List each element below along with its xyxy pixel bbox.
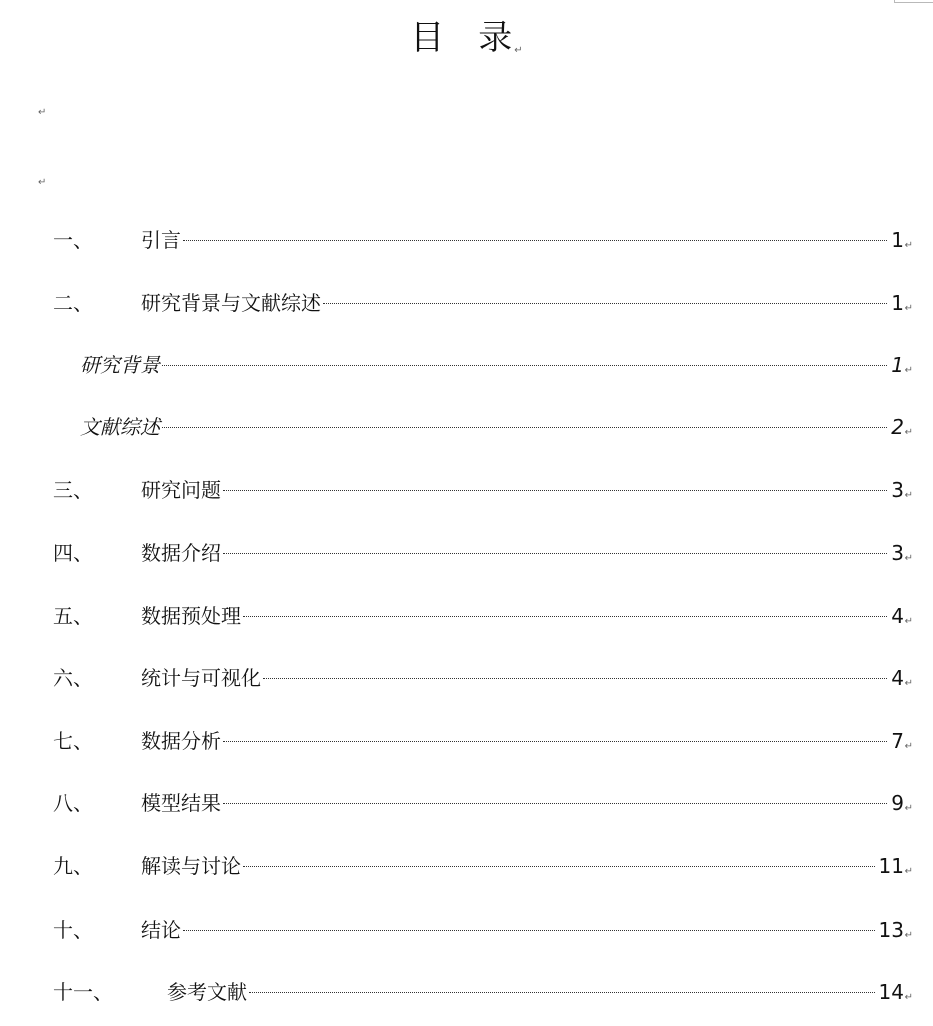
toc-entry[interactable] [0, 225, 933, 255]
toc-dot-leader [183, 930, 875, 931]
toc-entry-page: 3 [891, 478, 904, 502]
toc-entry-title[interactable]: 引言 [141, 228, 181, 252]
toc-entry-title[interactable]: 数据预处理 [141, 604, 241, 628]
toc-entry-number: 五、 [53, 604, 93, 628]
toc-entry-page: 7 [891, 729, 904, 753]
toc-entry-title[interactable]: 研究背景与文献综述 [141, 291, 321, 315]
toc-entry[interactable] [0, 915, 933, 945]
toc-entry-page: 1 [891, 291, 904, 315]
toc-dot-leader [243, 866, 875, 867]
page-title-char-2: 录 [478, 18, 513, 58]
toc-entry-number: 三、 [53, 478, 93, 502]
toc-entry-page: 13 [878, 918, 904, 942]
toc-entry-page: 1 [891, 228, 904, 252]
toc-entry[interactable] [0, 601, 933, 631]
toc-dot-leader [162, 427, 887, 428]
paragraph-mark-icon: ↵ [904, 427, 913, 438]
toc-dot-leader [183, 240, 887, 241]
toc-entry[interactable] [0, 788, 933, 818]
toc-dot-leader [243, 616, 887, 617]
toc-dot-leader [223, 490, 887, 491]
toc-entry[interactable] [0, 475, 933, 505]
paragraph-mark-icon: ↵ [514, 45, 523, 56]
toc-entry-number: 十一、 [53, 980, 113, 1004]
paragraph-mark-icon: ↵ [904, 992, 913, 1003]
toc-entry-title[interactable]: 数据介绍 [141, 541, 221, 565]
toc-entry-number: 七、 [53, 729, 93, 753]
toc-dot-leader [223, 741, 887, 742]
toc-entry-page: 4 [891, 666, 904, 690]
toc-entry-title[interactable]: 研究问题 [141, 478, 221, 502]
toc-dot-leader [162, 365, 887, 366]
page-title-char-1: 目 [410, 18, 445, 58]
toc-entry[interactable] [0, 350, 933, 380]
toc-entry-page: 3 [891, 541, 904, 565]
toc-dot-leader [263, 678, 887, 679]
paragraph-mark-icon: ↵ [904, 303, 913, 314]
toc-entry-title[interactable]: 统计与可视化 [141, 666, 261, 690]
toc-entry-number: 六、 [53, 666, 93, 690]
toc-entry[interactable] [0, 288, 933, 318]
toc-entry-number: 八、 [53, 791, 93, 815]
paragraph-mark-icon: ↵ [904, 678, 913, 689]
paragraph-mark-icon: ↵ [904, 240, 913, 251]
toc-entry-number: 四、 [53, 541, 93, 565]
paragraph-mark-icon: ↵ [904, 490, 913, 501]
toc-entry-page: 9 [891, 791, 904, 815]
toc-entry-number: 十、 [53, 918, 93, 942]
toc-dot-leader [323, 303, 887, 304]
paragraph-mark-icon: ↵ [904, 616, 913, 627]
toc-entry-title[interactable]: 参考文献 [167, 980, 247, 1004]
paragraph-mark-icon: ↵ [904, 365, 913, 376]
paragraph-mark-icon: ↵ [904, 741, 913, 752]
toc-entry[interactable] [0, 538, 933, 568]
toc-dot-leader [223, 803, 887, 804]
toc-entry-title[interactable]: 解读与讨论 [141, 854, 241, 878]
paragraph-mark-icon: ↵ [904, 930, 913, 941]
toc-entry[interactable] [0, 663, 933, 693]
toc-entry-page: 14 [878, 980, 904, 1004]
toc-entry-page: 11 [878, 854, 904, 878]
paragraph-mark-icon: ↵ [904, 803, 913, 814]
toc-dot-leader [223, 553, 887, 554]
toc-dot-leader [249, 992, 875, 993]
toc-entry-title[interactable]: 数据分析 [141, 729, 221, 753]
toc-entry-title[interactable]: 文献综述 [80, 415, 160, 439]
paragraph-mark-icon: ↵ [38, 177, 47, 188]
toc-entry-title[interactable]: 模型结果 [141, 791, 221, 815]
toc-entry-page: 4 [891, 604, 904, 628]
paragraph-mark-icon: ↵ [904, 866, 913, 877]
toc-entry-number: 一、 [53, 228, 93, 252]
toc-entry-title[interactable]: 结论 [141, 918, 181, 942]
toc-entry-number: 九、 [53, 854, 93, 878]
toc-entry[interactable] [0, 726, 933, 756]
toc-entry[interactable] [0, 412, 933, 442]
toc-entry-title[interactable]: 研究背景 [80, 353, 160, 377]
paragraph-mark-icon: ↵ [904, 553, 913, 564]
toc-entry-page: 1 [891, 353, 904, 377]
paragraph-mark-icon: ↵ [38, 107, 47, 118]
toc-entry[interactable] [0, 977, 933, 1007]
toc-entry[interactable] [0, 851, 933, 881]
toc-entry-number: 二、 [53, 291, 93, 315]
toc-entry-page: 2 [891, 415, 904, 439]
